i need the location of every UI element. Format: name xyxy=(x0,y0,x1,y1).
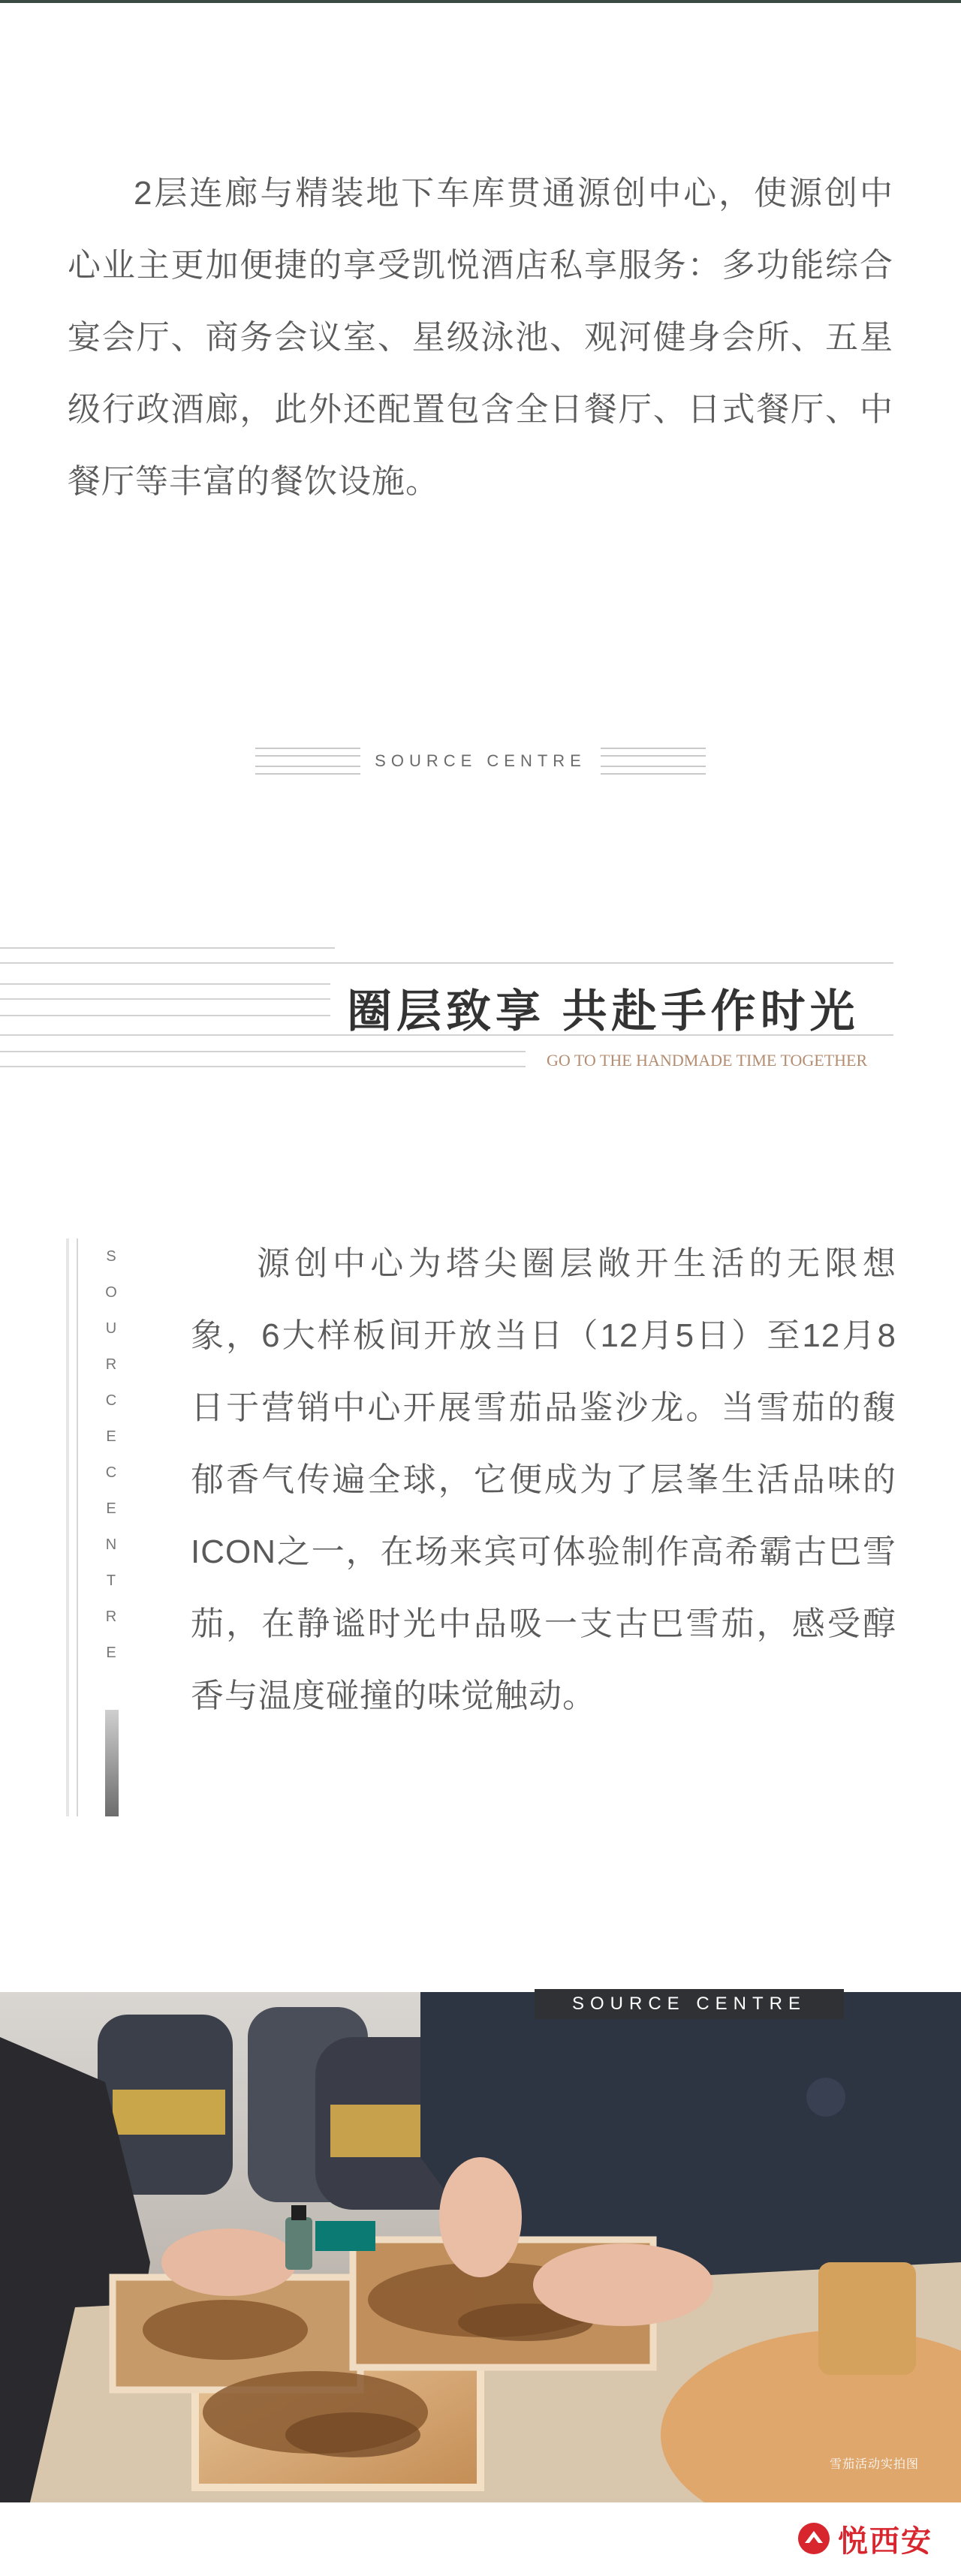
intro-paragraph: 2层连廊与精装地下车库贯通源创中心，使源创中心业主更加便捷的享受凯悦酒店私享服务：多功能综合宴会厅、商务会议室、星级泳池、观河健身会所、五星级行政酒廊，此外还配置包含全日餐厅、日式餐厅、中餐厅等丰富的餐饮设施。 xyxy=(68,175,893,500)
side-line xyxy=(77,1238,78,1816)
divider-label: SOURCE CENTRE xyxy=(375,751,586,770)
section-title: 圈层致享 共赴手作时光 xyxy=(347,986,860,1037)
divider-lines-left xyxy=(255,743,360,779)
section-paragraph: 源创中心为塔尖圈层敞开生活的无限想象，6大样板间开放当日（12月5日）至12月8日于营销中心开展雪茄品鉴沙龙。当雪茄的馥郁香气传遍全球，它便成为了层峯生活品味的ICON之一，在场来宾可体验制作高希霸古巴雪茄，在静谧时光中品吸一支古巴雪茄，感受醇香与温度碰撞的味觉触动。 xyxy=(191,1245,896,1714)
brand-logo-icon xyxy=(797,2522,830,2555)
event-photo xyxy=(0,1992,961,2502)
top-image-edge xyxy=(0,0,961,3)
source-centre-divider xyxy=(255,743,706,779)
side-bar xyxy=(66,1238,69,1816)
divider-lines-right xyxy=(601,743,706,779)
brand-name: 悦西安 xyxy=(838,2524,932,2558)
brand-logo[interactable] xyxy=(797,2516,932,2561)
side-label-text: SOURCE CENTRE xyxy=(105,1248,117,1661)
photo-caption: 雪茄活动实拍图 xyxy=(829,2458,919,2471)
photo-badge: SOURCE CENTRE xyxy=(535,1989,844,2019)
side-label xyxy=(102,1238,120,1671)
event-photo-illustration xyxy=(0,1992,961,2502)
section-subtitle: GO TO THE HANDMADE TIME TOGETHER xyxy=(547,1051,868,1070)
side-gradient-block xyxy=(105,1710,119,1816)
